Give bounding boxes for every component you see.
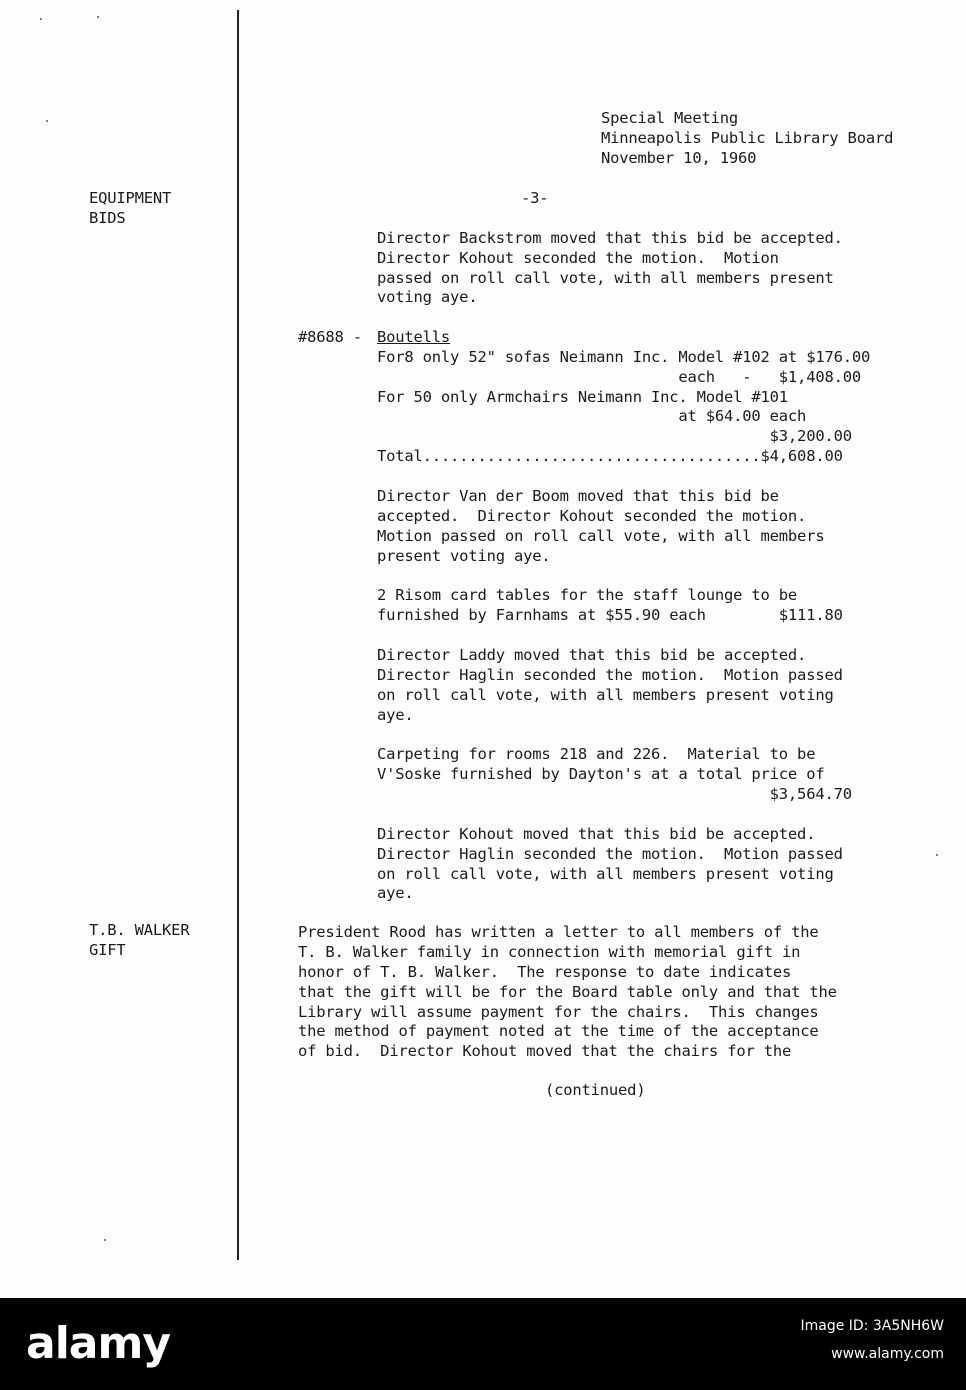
margin-note-bids: BIDS	[89, 209, 126, 227]
bid-line: at $64.00 each	[377, 407, 807, 425]
item-line: 2 Risom card tables for the staff lounge to be	[377, 586, 798, 604]
motion-line: aye.	[377, 706, 414, 724]
margin-rule	[237, 10, 239, 1260]
motion-line: Director Van der Boom moved that this bid be	[377, 487, 779, 505]
margin-note-gift: GIFT	[89, 941, 126, 959]
speck	[40, 18, 42, 20]
bid-line: For8 only 52" sofas Neimann Inc. Model #102 at $176.00	[377, 348, 871, 366]
motion-line: on roll call vote, with all members present voting	[377, 686, 834, 704]
motion-line: Director Backstrom moved that this bid be accepted.	[377, 229, 843, 247]
item-line: $3,564.70	[377, 785, 852, 803]
header-date: November 10, 1960	[601, 149, 757, 167]
bid-vendor: Boutells	[377, 328, 451, 346]
speck	[97, 16, 99, 18]
item-line: V'Soske furnished by Dayton's at a total price of	[377, 765, 825, 783]
motion-line: Director Kohout seconded the motion. Motion	[377, 249, 779, 267]
alamy-logo: alamy	[26, 1318, 170, 1369]
margin-note-walker: T.B. WALKER	[89, 921, 190, 939]
walker-line: the method of payment noted at the time of the acceptance	[298, 1022, 819, 1040]
walker-line: of bid. Director Kohout moved that the chairs for the	[298, 1042, 792, 1060]
motion-line: Director Laddy moved that this bid be accepted.	[377, 646, 807, 664]
motion-line: present voting aye.	[377, 547, 551, 565]
header-title: Special Meeting	[601, 109, 738, 127]
walker-line: that the gift will be for the Board table only and that the	[298, 983, 837, 1001]
motion-line: Director Kohout moved that this bid be accepted.	[377, 825, 816, 843]
walker-line: President Rood has written a letter to all members of the	[298, 923, 819, 941]
bid-line: each - $1,408.00	[377, 368, 861, 386]
motion-line: Director Haglin seconded the motion. Motion passed	[377, 845, 843, 863]
site-url: www.alamy.com	[831, 1346, 944, 1362]
bid-number: #8688 -	[298, 328, 372, 346]
walker-line: honor of T. B. Walker. The response to date indicates	[298, 963, 792, 981]
motion-line: aye.	[377, 884, 414, 902]
speck	[936, 854, 938, 856]
walker-line: Library will assume payment for the chairs. This changes	[298, 1003, 819, 1021]
image-id: Image ID: 3A5NH6W	[800, 1318, 944, 1334]
motion-line: passed on roll call vote, with all members present	[377, 269, 834, 287]
header-board: Minneapolis Public Library Board	[601, 129, 894, 147]
bid-line: For 50 only Armchairs Neimann Inc. Model #101	[377, 388, 788, 406]
motion-line: Motion passed on roll call vote, with all members	[377, 527, 825, 545]
motion-line: Director Haglin seconded the motion. Motion passed	[377, 666, 843, 684]
margin-note-equipment: EQUIPMENT	[89, 189, 172, 207]
item-line: Carpeting for rooms 218 and 226. Material to be	[377, 745, 816, 763]
page-number: -3-	[521, 189, 549, 207]
walker-line: T. B. Walker family in connection with memorial gift in	[298, 943, 801, 961]
bid-total: Total.....................................$4,608.00	[377, 447, 843, 465]
motion-line: voting aye.	[377, 288, 478, 306]
continued-note: (continued)	[545, 1081, 646, 1099]
item-line: furnished by Farnhams at $55.90 each $111.80	[377, 606, 843, 624]
bid-line: $3,200.00	[377, 427, 852, 445]
motion-line: on roll call vote, with all members present voting	[377, 865, 834, 883]
speck	[46, 120, 48, 122]
speck	[104, 1239, 106, 1241]
motion-line: accepted. Director Kohout seconded the motion.	[377, 507, 807, 525]
